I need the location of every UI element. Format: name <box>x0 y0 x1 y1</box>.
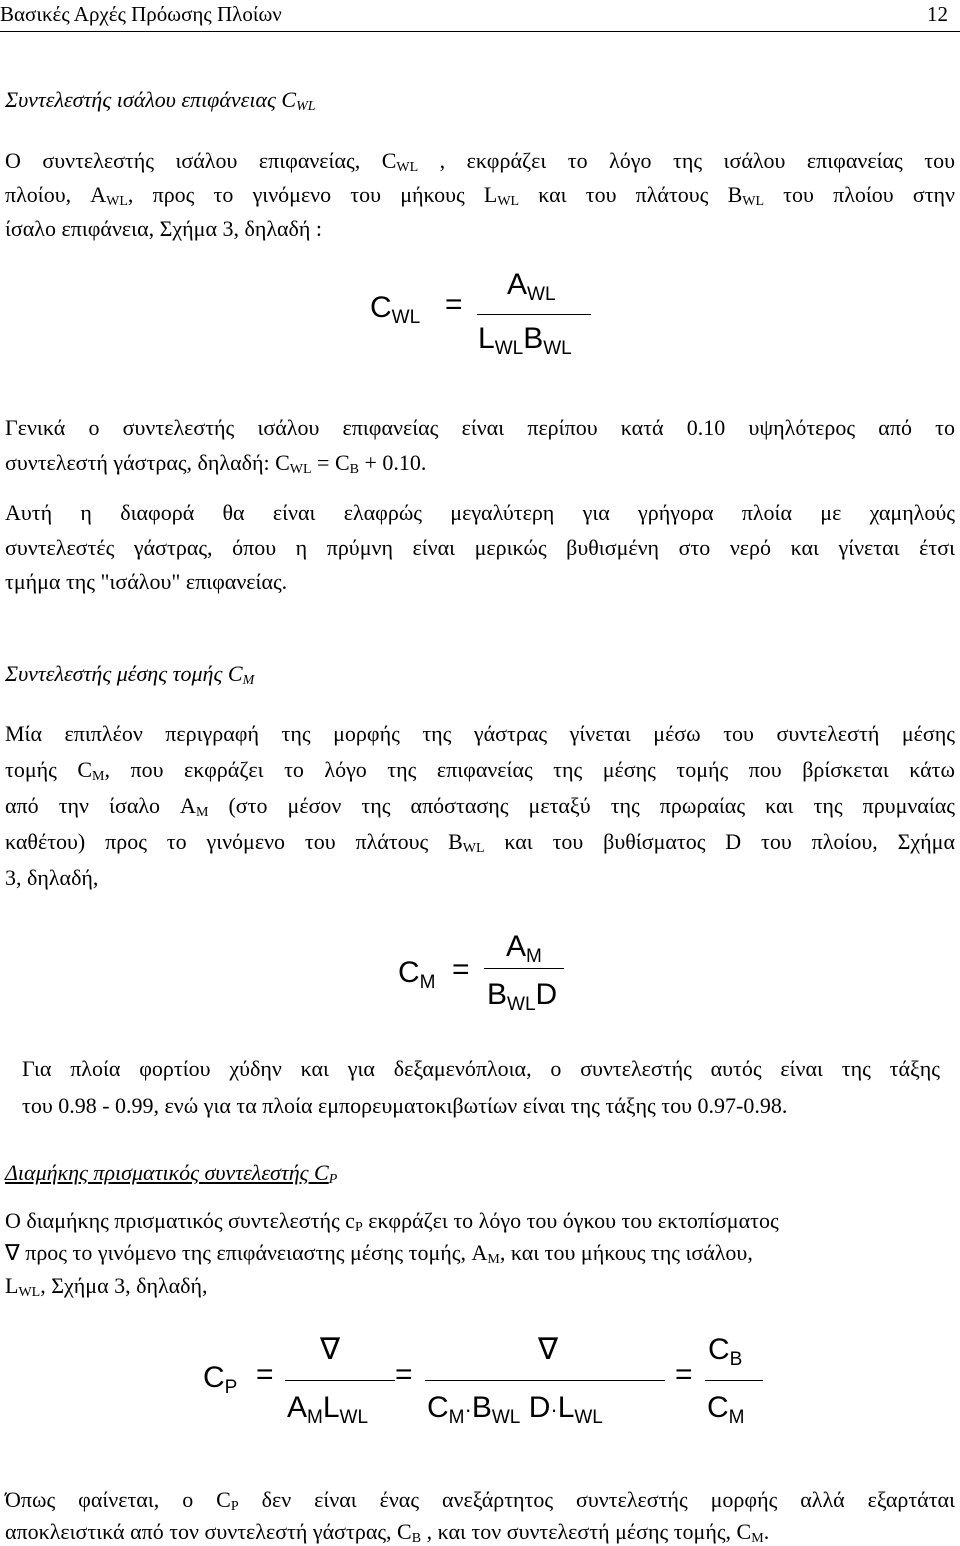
paragraph-line: $L_{WL}$, Σχήμα 3, δηλαδή, <box>5 1273 208 1300</box>
eq-lhs: $C_P$ <box>203 1361 238 1398</box>
paragraph-line: πλοίου, $A_{WL}$, προς το γινόμενο του μήκους $L_{WL}$ και του πλάτους $B_{WL}$ του πλοίου στην <box>5 182 955 209</box>
fraction-bar <box>484 968 564 969</box>
paragraph-line: τομής $C_M$, που εκφράζει το λόγο της επιφανείας της μέσης τομής που βρίσκεται κάτω <box>5 757 955 784</box>
eq-denominator: $C_M\cdot B_{WL}$ $D\cdot L_{WL}$ <box>427 1391 603 1428</box>
eq-lhs: $C_M$ <box>398 956 436 993</box>
eq-equals: = <box>395 1358 413 1391</box>
eq-equals: = <box>675 1358 693 1391</box>
fraction-bar <box>425 1380 665 1381</box>
paragraph-line: Ο διαμήκης πρισματικός συντελεστής $c_P$ εκφράζει το λόγο του όγκου του εκτοπίσματος <box>5 1208 779 1235</box>
page-number: 12 <box>927 2 948 26</box>
paragraph-line: Ο συντελεστής ισάλου επιφανείας, $C_{WL}$ , εκφράζει το λόγο της ισάλου επιφανείας του <box>5 148 955 175</box>
fraction-bar <box>285 1380 395 1381</box>
eq-numerator: $A_{WL}$ <box>507 268 556 305</box>
eq-denominator: $L_{WL}B_{WL}$ <box>478 322 572 359</box>
paragraph-line: ίσαλο επιφάνεια, Σχήμα 3, δηλαδή : <box>5 216 323 241</box>
paragraph-line: Μία επιπλέον περιγραφή της μορφής της γάστρας γίνεται μέσω του συντελεστή μέσης <box>5 721 955 746</box>
fraction-bar <box>477 314 591 315</box>
nabla-symbol: ∇ <box>5 1241 20 1266</box>
note-line: του 0.98 - 0.99, ενώ για τα πλοία εμπορευματοκιβωτίων είναι της τάξης του 0.97-0.98. <box>22 1093 788 1118</box>
paragraph-line: συντελεστή γάστρας, δηλαδή: $C_{WL} = C_B + 0.10$. <box>5 450 427 477</box>
paragraph-line: καθέτου) προς το γινόμενο του πλάτους $B_{WL}$ και του βυθίσματος D του πλοίου, Σχήμα <box>5 829 955 856</box>
eq-denominator: $B_{WL}D$ <box>487 978 558 1015</box>
eq-numerator-nabla: ∇ <box>538 1332 559 1367</box>
note-line: Για πλοία φορτίου χύδην και για δεξαμενόπλοια, ο συντελεστής αυτός είναι της τάξης <box>22 1056 940 1081</box>
section-heading-cp: Διαμήκης πρισματικός συντελεστής $C_P$ <box>5 1160 338 1187</box>
eq-lhs: $C_{WL}$ <box>370 291 421 328</box>
eq-numerator-nabla: ∇ <box>320 1332 341 1367</box>
eq-numerator: $A_M$ <box>506 930 542 967</box>
eq-numerator: $C_B$ <box>708 1333 743 1370</box>
eq-denominator: $A_ML_{WL}$ <box>287 1391 369 1428</box>
section-heading-cm: Συντελεστής μέσης τομής $C_M$ <box>5 661 255 688</box>
paragraph-line: 3, δηλαδή, <box>5 865 99 890</box>
paragraph-line: συντελεστές γάστρας, όπου η πρύμνη είναι μερικώς βυθισμένη στο νερό και γίνεται έτσι <box>5 535 955 560</box>
paragraph-line: τμήμα της "ισάλου" επιφανείας. <box>5 569 288 594</box>
header-title: Βασικές Αρχές Πρόωσης Πλοίων <box>0 2 282 26</box>
eq-denominator: $C_M$ <box>707 1391 745 1428</box>
page-header <box>0 0 960 32</box>
section-heading-cwl: Συντελεστής ισάλου επιφάνειας $C_{WL}$ <box>5 87 316 114</box>
eq-equals: = <box>445 288 463 321</box>
paragraph-line: αποκλειστικά από τον συντελεστή γάστρας, $C_B$ , και τον συντελεστή μέσης τομής, $C_M$. <box>5 1519 770 1546</box>
paragraph-line: ∇ προς το γινόμενο της επιφάνειαστης μέσης τομής, $A_M$, και του μήκους της ισάλου, <box>5 1240 753 1267</box>
paragraph-line: Γενικά ο συντελεστής ισάλου επιφανείας είναι περίπου κατά 0.10 υψηλότερος από το <box>5 415 955 440</box>
eq-equals: = <box>452 953 470 986</box>
paragraph-line: από την ίσαλο $A_M$ (στο μέσον της απόστασης μεταξύ της πρωραίας και της πρυμναίας <box>5 793 955 820</box>
eq-equals: = <box>256 1358 274 1391</box>
fraction-bar <box>705 1380 763 1381</box>
paragraph-line: Όπως φαίνεται, ο $C_P$ δεν είναι ένας ανεξάρτητος συντελεστής μορφής αλλά εξαρτάται <box>5 1487 955 1514</box>
paragraph-line: Αυτή η διαφορά θα είναι ελαφρώς μεγαλύτερη για γρήγορα πλοία με χαμηλούς <box>5 500 955 525</box>
